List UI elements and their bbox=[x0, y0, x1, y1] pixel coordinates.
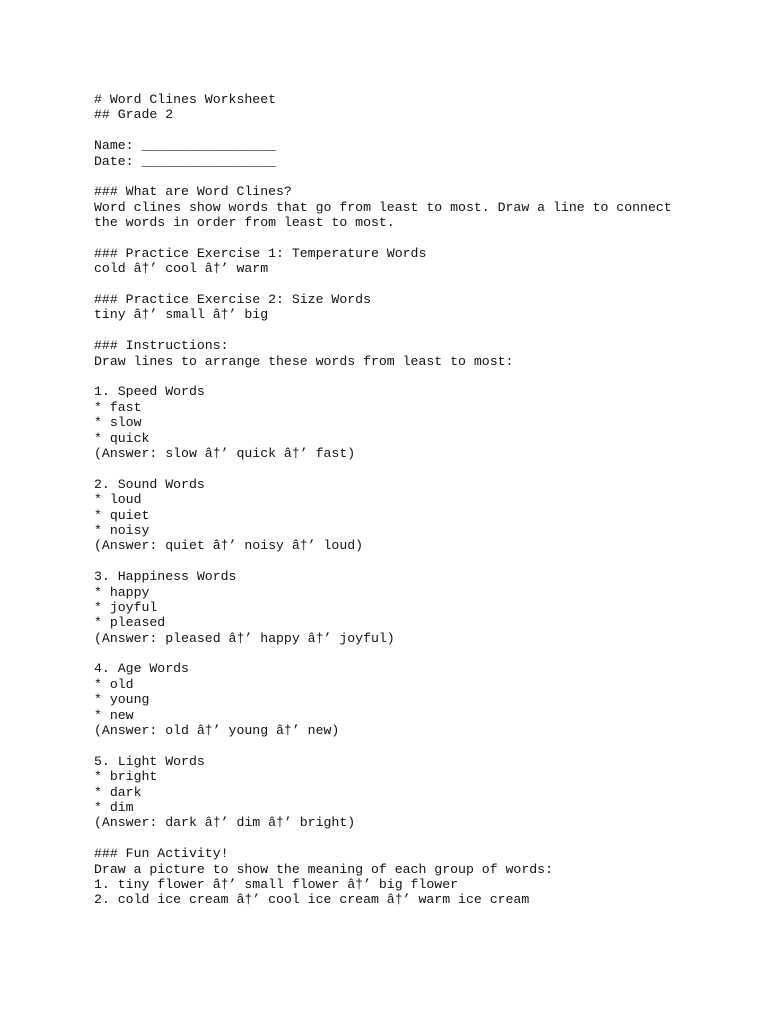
instructions-heading: ### Instructions: bbox=[94, 338, 229, 354]
exercise-answer: (Answer: pleased â†’ happy â†’ joyful) bbox=[94, 630, 395, 646]
practice-1-heading: ### Practice Exercise 1: Temperature Words bbox=[94, 245, 427, 261]
date-field: Date: _________________ bbox=[94, 153, 277, 169]
exercise-answer: (Answer: slow â†’ quick â†’ fast) bbox=[94, 445, 356, 461]
exercise-word-item: * new bbox=[94, 707, 134, 723]
spacer bbox=[94, 831, 734, 846]
worksheet-page bbox=[94, 92, 734, 908]
exercise-word-item: * happy bbox=[94, 584, 150, 600]
exercise-word-item: * noisy bbox=[94, 522, 150, 538]
exercise-title: 3. Happiness Words bbox=[94, 569, 237, 585]
practice-1-cline: cold â†’ cool â†’ warm bbox=[94, 261, 269, 277]
grade-subtitle: ## Grade 2 bbox=[94, 107, 174, 123]
exercise-word-item: * loud bbox=[94, 492, 142, 508]
spacer bbox=[94, 169, 734, 184]
spacer bbox=[94, 123, 734, 138]
exercise-answer: (Answer: old â†’ young â†’ new) bbox=[94, 723, 340, 739]
name-field: Name: _________________ bbox=[94, 138, 277, 154]
exercise-word-item: * quiet bbox=[94, 507, 150, 523]
exercise-word-item: * quick bbox=[94, 430, 150, 446]
exercise-answer: (Answer: dark â†’ dim â†’ bright) bbox=[94, 815, 356, 831]
exercise-word-item: * young bbox=[94, 692, 150, 708]
exercise-word-item: * dark bbox=[94, 784, 142, 800]
exercise-title: 5. Light Words bbox=[94, 753, 205, 769]
spacer bbox=[94, 646, 734, 661]
spacer bbox=[94, 554, 734, 569]
exercise-word-item: * fast bbox=[94, 399, 142, 415]
fun-activity-heading: ### Fun Activity! bbox=[94, 846, 229, 862]
exercise-word-item: * slow bbox=[94, 415, 142, 431]
practice-2-heading: ### Practice Exercise 2: Size Words bbox=[94, 292, 371, 308]
exercise-title: 1. Speed Words bbox=[94, 384, 205, 400]
spacer bbox=[94, 277, 734, 292]
fun-activity-text: Draw a picture to show the meaning of each group of words: bbox=[94, 861, 553, 877]
exercise-word-item: * old bbox=[94, 676, 134, 692]
spacer bbox=[94, 738, 734, 753]
worksheet-title: # Word Clines Worksheet bbox=[94, 92, 277, 107]
spacer bbox=[94, 323, 734, 338]
spacer bbox=[94, 231, 734, 246]
intro-text-line: Word clines show words that go from least to most. Draw a line to connect bbox=[94, 199, 672, 215]
exercise-word-item: * pleased bbox=[94, 615, 166, 631]
intro-heading: ### What are Word Clines? bbox=[94, 184, 292, 200]
exercise-word-item: * bright bbox=[94, 769, 158, 785]
spacer bbox=[94, 369, 734, 384]
exercise-answer: (Answer: quiet â†’ noisy â†’ loud) bbox=[94, 538, 364, 554]
instructions-text: Draw lines to arrange these words from least to most: bbox=[94, 353, 514, 369]
exercise-word-item: * dim bbox=[94, 799, 134, 815]
exercise-title: 2. Sound Words bbox=[94, 476, 205, 492]
fun-activity-item: 2. cold ice cream â†’ cool ice cream â†’ warm ice cream bbox=[94, 892, 530, 908]
fun-activity-item: 1. tiny flower â†’ small flower â†’ big flower bbox=[94, 876, 459, 892]
exercise-title: 4. Age Words bbox=[94, 661, 189, 677]
intro-text-line: the words in order from least to most. bbox=[94, 215, 395, 231]
spacer bbox=[94, 461, 734, 476]
exercise-word-item: * joyful bbox=[94, 599, 158, 615]
practice-2-cline: tiny â†’ small â†’ big bbox=[94, 307, 269, 323]
